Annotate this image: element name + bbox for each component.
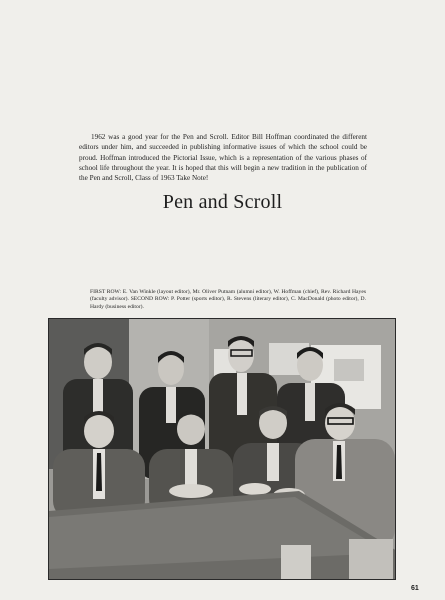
chair <box>349 539 393 580</box>
photo-caption: FIRST ROW: E. Van Winkle (layout editor), Mr. Oliver Putnam (alumni editor), W. Hoffman (chief), Rev. Richard Hayes (faculty advisor). SECOND ROW: P. Potter (sports editor), R. Stevens (literary editor), C. MacDonald (photo editor), D. Hardy (business editor). <box>90 288 366 310</box>
group-photo-illustration <box>49 319 396 580</box>
group-photo <box>48 318 396 580</box>
section-title: Pen and Scroll <box>162 191 283 213</box>
page-number: 61 <box>411 585 419 592</box>
chair <box>281 545 311 580</box>
intro-paragraph: 1962 was a good year for the Pen and Scroll. Editor Bill Hoffman coordinated the different editors under him, and succeeded in publishing informative issues of which the school could be proud. Hoffman introduced the Pictorial Issue, which is a representation of the various phases of school life throughout the year. It is hoped that this will begin a new tradition in the publication of the Pen and Scroll, Class of 1963 Take Note! <box>79 133 367 182</box>
